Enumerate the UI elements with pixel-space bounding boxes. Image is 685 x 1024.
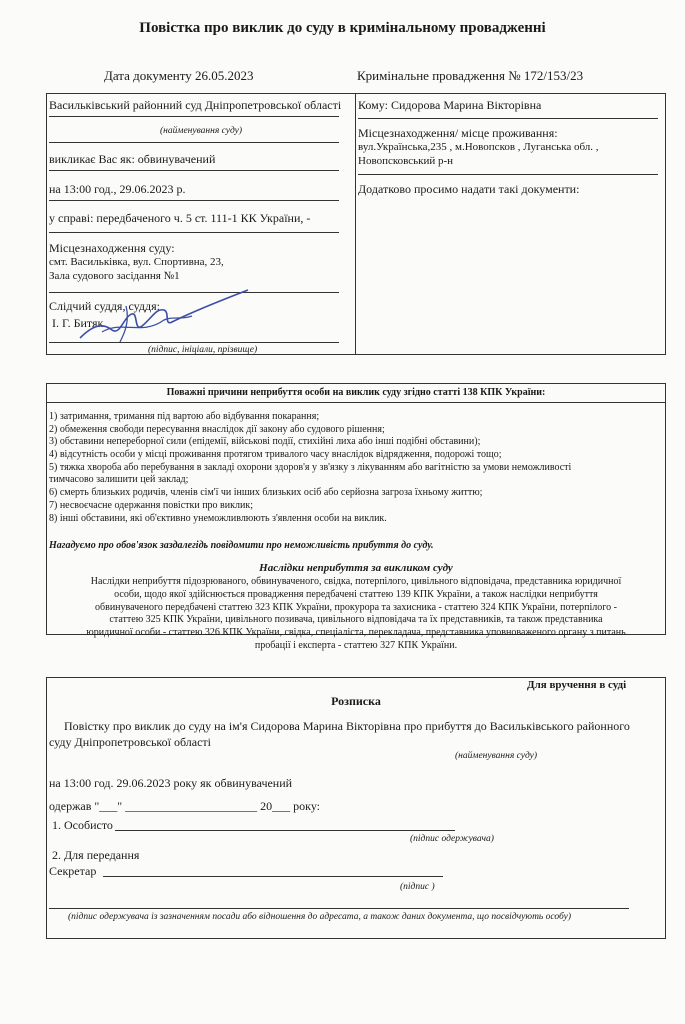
receipt-transfer: 2. Для передання [52,848,140,862]
residence-line2: Новопсковський р-н [358,155,454,167]
received-date: одержав "___" ______________________ 20___ року: [49,799,321,813]
reasons-heading: Поважні причини неприбуття особи на виклик суду згідно статті 138 КПК України: [166,387,546,398]
judge-name: І. Г. Битяк [52,316,104,330]
summons-time: на 13:00 год., 29.06.2023 р. [49,182,186,196]
court-name: Васильківський районний суд Дніпропетровської області [49,98,342,112]
consequences-line: статтею 325 КПК України, цивільного позивача, цивільного відповідача та їх представників, та також представника [109,614,603,625]
secretary-signature-line [103,876,443,877]
reason-item: 7) несвоєчасне одержання повістки про виклик; [49,500,253,511]
court-location-label: Місцезнаходження суду: [49,241,175,255]
footer-signature-line [49,908,629,909]
secretary-label: Секретар [49,864,97,878]
reasons-heading-line [46,402,666,403]
reason-item: 8) інші обставини, які об'єктивно унеможливлюють з'явлення особи на виклик. [49,513,387,524]
personal-signature-line [115,830,455,831]
recipient-signature-caption: (підпис одержувача) [410,834,494,844]
consequences-line: пробації і експерта - статтею 327 КПК України. [254,640,458,651]
reason-item: 1) затримання, тримання під вартою або відбування покарання; [49,411,320,422]
consequences-line: особи, щодо якої здійснюється провадження передбачені статтею 139 КПК України, а також наслідки неприбуття [114,589,598,600]
case-underline [49,232,339,233]
case-number: Кримінальне провадження № 172/153/23 [357,68,584,83]
reason-item: 6) смерть близьких родичів, членів сім'ї чи інших близьких осіб або серйозна загроза їхньому життю; [49,487,483,498]
residence-line1: вул.Українська,235 , м.Новопсков , Луганська обл. , [358,141,599,153]
residence-underline [358,174,658,175]
reason-item: 5) тяжка хвороба або перебування в закладі охорони здоров'я у зв'язку з лікуванням або вагітністю за умови неможливості [49,462,572,473]
recipient-name: Кому: Сидорова Марина Вікторівна [358,98,542,112]
summons-divider [355,93,356,355]
consequences-heading: Наслідки неприбуття за викликом суду [259,562,453,574]
judge-caption: (підпис, ініціали, прізвище) [148,345,258,355]
footer-caption: (підпис одержувача із зазначенням посади або відношення до адресата, а також даних документа, що посвідчують особу) [68,912,572,922]
court-underline [49,116,339,117]
residence-label: Місцезнаходження/ місце проживання: [358,126,558,140]
time-underline [49,200,339,201]
judge-underline [49,342,339,343]
document-date: Дата документу 26.05.2023 [104,68,254,83]
reason-item: тимчасово залишити цей заклад; [49,474,189,485]
consequences-line: обвинуваченого передбачені статтею 323 КПК України, прокурора та захисника - статтею 324 КПК України, потерпілого - [95,602,617,613]
judge-signature [72,286,262,348]
reason-item: 3) обставини непереборної сили (епідемії, військові події, стихійні лиха або інші подібні обставини); [49,436,481,447]
consequences-line: юридичної особи - статтею 326 КПК України, свідка, спеціаліста, перекладача, представника уповноваженого органу з питань [86,627,626,638]
court-location-line2: Зала судового засідання №1 [49,270,180,282]
secretary-signature-caption: (підпис ) [400,882,435,892]
separator-line [49,142,339,143]
recipient-underline [358,118,658,119]
court-location-line1: смт. Васильківка, вул. Спортивна, 23, [49,256,224,268]
role-underline [49,170,339,171]
additional-documents: Додатково просимо надати такі документи: [358,182,580,196]
receipt-title: Розписка [331,694,381,708]
case-description: у справі: передбаченого ч. 5 ст. 111-1 КК України, - [49,211,311,225]
receipt-court-caption: (найменування суду) [455,751,538,761]
receipt-line1: Повістку про виклик до суду на ім'я Сидорова Марина Вікторівна про прибуття до Васильківського районного [64,719,630,733]
summons-role: викликає Вас як: обвинувачений [49,152,216,166]
court-caption: (найменування суду) [160,126,243,136]
receipt-personal: 1. Особисто [52,818,113,832]
for-court-label: Для вручення в суді [527,679,627,691]
receipt-time: на 13:00 год. 29.06.2023 року як обвинувачений [49,776,293,790]
consequences-line: Наслідки неприбуття підозрюваного, обвинуваченого, свідка, потерпілого, цивільного відповідача, представника юридичної [90,576,622,587]
reason-item: 2) обмеження свободи пересування внаслідок дії закону або судового рішення; [49,424,385,435]
document-title: Повістка про виклик до суду в кримінальному провадженні [139,20,546,36]
reminder-text: Нагадуємо про обов'язок заздалегідь повідомити про неможливість прибуття до суду. [49,540,434,551]
reason-item: 4) відсутність особи у місці проживання протягом тривалого часу внаслідок відрядження, подорожі тощо; [49,449,502,460]
judge-label: Слідчий суддя, суддя: [49,299,160,313]
receipt-line2: суду Дніпропетровської області [49,735,211,749]
